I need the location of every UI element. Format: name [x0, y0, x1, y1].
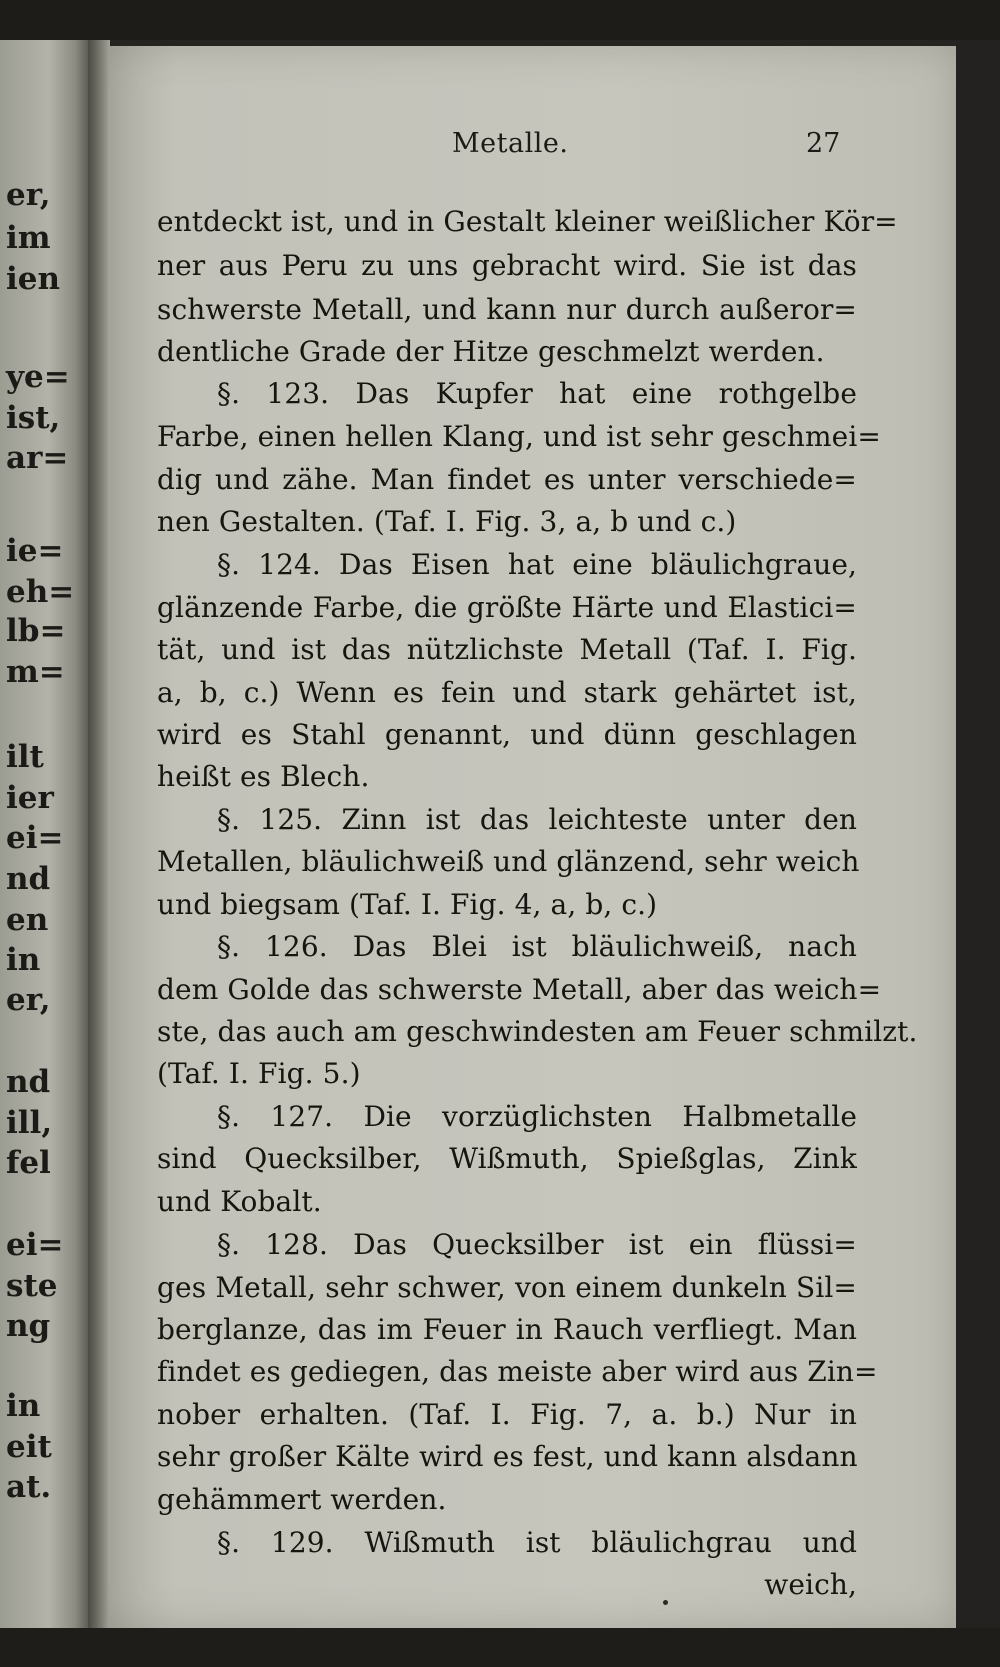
text-line: tät, und ist das nützlichste Metall (Taf. I. Fig.	[157, 633, 857, 666]
fragment: m=	[6, 654, 65, 690]
right-backdrop	[956, 40, 1000, 1640]
fragment: ei=	[6, 820, 64, 856]
text-line: sehr großer Kälte wird es fest, und kann alsdann	[157, 1440, 858, 1473]
text-line: Farbe, einen hellen Klang, und ist sehr geschmei=	[157, 420, 881, 453]
text-line: entdeckt ist, und in Gestalt kleiner weißlicher Kör=	[157, 205, 898, 238]
running-head: Metalle.	[452, 128, 569, 159]
ink-speck	[663, 1600, 668, 1605]
fragment: eh=	[6, 574, 75, 610]
fragment: ei=	[6, 1227, 64, 1263]
text-line: dig und zähe. Man findet es unter verschiede=	[157, 463, 857, 496]
text-line: berglanze, das im Feuer in Rauch verfliegt. Man	[157, 1313, 857, 1346]
text-line: §. 124. Das Eisen hat eine bläulichgraue,	[217, 548, 857, 581]
fragment: lb=	[6, 613, 66, 649]
fragment: er,	[6, 982, 51, 1018]
top-backdrop	[0, 0, 1000, 40]
fragment: ie=	[6, 533, 64, 569]
fragment: ist,	[6, 400, 61, 436]
fragment: ar=	[6, 440, 69, 476]
text-line: und biegsam (Taf. I. Fig. 4, a, b, c.)	[157, 888, 658, 921]
catchword: weich,	[764, 1568, 857, 1601]
fragment: ien	[6, 261, 61, 297]
text-line: §. 126. Das Blei ist bläulichweiß, nach	[217, 930, 857, 963]
text-line: heißt es Blech.	[157, 760, 370, 793]
text-line: (Taf. I. Fig. 5.)	[157, 1057, 361, 1090]
fragment: nd	[6, 1064, 51, 1100]
text-line: §. 129. Wißmuth ist bläulichgrau und	[217, 1526, 857, 1559]
text-line: dem Golde das schwerste Metall, aber das weich=	[157, 973, 882, 1006]
text-line: dentliche Grade der Hitze geschmelzt werden.	[157, 335, 825, 368]
text-line: wird es Stahl genannt, und dünn geschlagen	[157, 718, 857, 751]
book-page	[108, 46, 956, 1628]
fragment: ng	[6, 1308, 51, 1344]
fragment: ier	[6, 780, 54, 816]
fragment: fel	[6, 1145, 51, 1181]
text-line: nober erhalten. (Taf. I. Fig. 7, a. b.) Nur in	[157, 1398, 857, 1431]
bottom-backdrop	[0, 1628, 1000, 1667]
text-line: sind Quecksilber, Wißmuth, Spießglas, Zink	[157, 1142, 857, 1175]
text-line: §. 125. Zinn ist das leichteste unter den	[217, 803, 857, 836]
fragment: in	[6, 1388, 41, 1424]
text-line: ste, das auch am geschwindesten am Feuer schmilzt.	[157, 1015, 918, 1048]
text-line: ner aus Peru zu uns gebracht wird. Sie ist das	[157, 249, 857, 282]
book-gutter	[88, 40, 110, 1640]
text-line: §. 127. Die vorzüglichsten Halbmetalle	[217, 1100, 857, 1133]
fragment: en	[6, 902, 49, 938]
fragment: in	[6, 942, 41, 978]
text-line: glänzende Farbe, die größte Härte und Elastici=	[157, 591, 857, 624]
text-line: nen Gestalten. (Taf. I. Fig. 3, a, b und c.)	[157, 505, 737, 538]
fragment: ye=	[6, 359, 70, 395]
fragment: nd	[6, 861, 51, 897]
fragment: ste	[6, 1268, 58, 1304]
fragment: im	[6, 220, 51, 256]
page-number: 27	[806, 128, 841, 159]
text-line: §. 128. Das Quecksilber ist ein flüssi=	[217, 1228, 857, 1261]
text-line: findet es gediegen, das meiste aber wird aus Zin=	[157, 1355, 878, 1388]
text-line: a, b, c.) Wenn es fein und stark gehärtet ist,	[157, 676, 857, 709]
fragment: ilt	[6, 739, 44, 775]
text-line: und Kobalt.	[157, 1185, 322, 1218]
facing-page-edge	[0, 40, 88, 1640]
fragment: at.	[6, 1469, 52, 1505]
fragment: er,	[6, 177, 51, 213]
text-line: gehämmert werden.	[157, 1483, 447, 1516]
fragment: ill,	[6, 1105, 53, 1141]
text-line: ges Metall, sehr schwer, von einem dunkeln Sil=	[157, 1271, 857, 1304]
fragment: eit	[6, 1429, 52, 1465]
text-line: schwerste Metall, und kann nur durch außeror=	[157, 293, 857, 326]
text-line: Metallen, bläulichweiß und glänzend, sehr weich	[157, 845, 860, 878]
text-line: §. 123. Das Kupfer hat eine rothgelbe	[217, 377, 857, 410]
